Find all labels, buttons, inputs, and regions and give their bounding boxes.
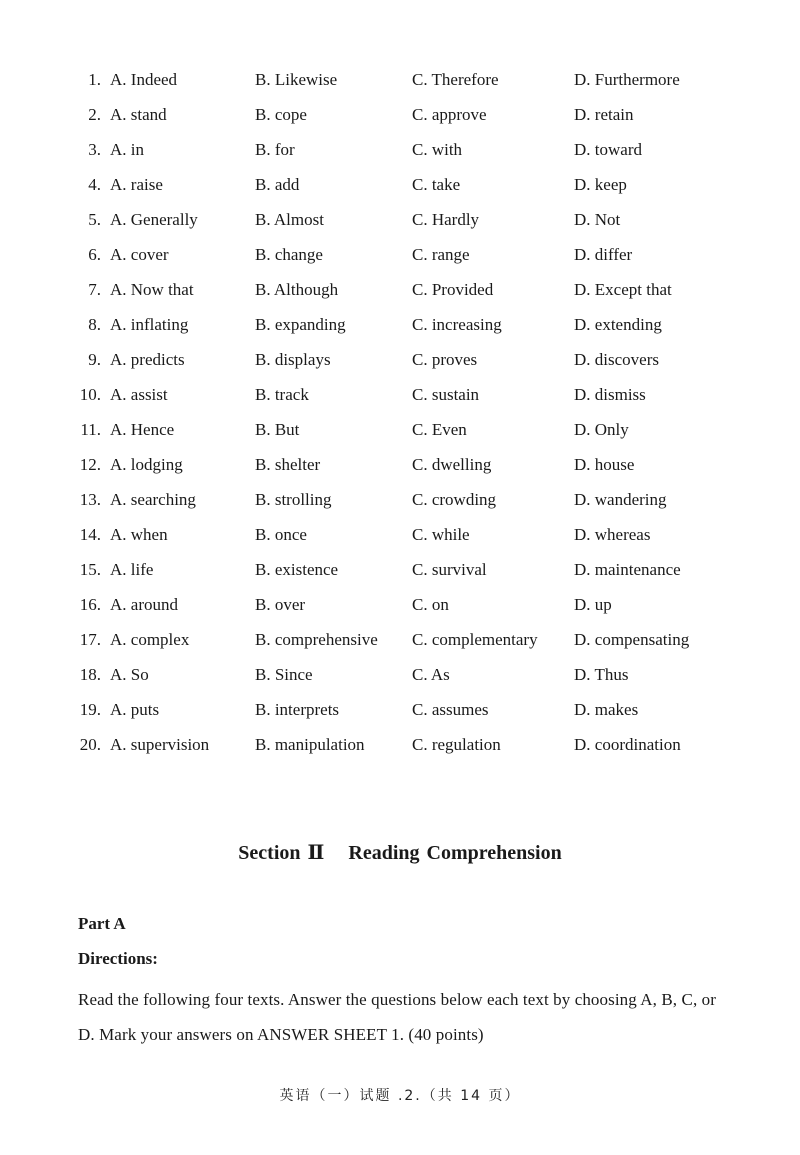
question-row (0, 587, 800, 622)
option-d: D. differ (574, 245, 633, 264)
option-b: B. interprets (255, 700, 340, 719)
option-d: D. Thus (574, 665, 629, 684)
option-d: D. Not (574, 210, 621, 229)
question-number: 10. (79, 385, 101, 404)
question-list (0, 62, 800, 762)
option-a: A. life (110, 560, 154, 579)
question-row (0, 517, 800, 552)
question-row (0, 307, 800, 342)
option-a: A. Now that (110, 280, 194, 299)
option-b: B. Likewise (255, 70, 338, 89)
question-row (0, 62, 800, 97)
question-row (0, 412, 800, 447)
option-c: C. Even (412, 420, 467, 439)
option-c: C. survival (412, 560, 487, 579)
option-c: C. Provided (412, 280, 494, 299)
question-number: 8. (88, 315, 101, 334)
option-b: B. shelter (255, 455, 321, 474)
option-a: A. So (110, 665, 149, 684)
option-b: B. comprehensive (255, 630, 378, 649)
option-b: B. cope (255, 105, 307, 124)
option-b: B. once (255, 525, 307, 544)
option-b: B. add (255, 175, 300, 194)
option-b: B. displays (255, 350, 331, 369)
option-c: C. regulation (412, 735, 501, 754)
option-c: C. on (412, 595, 449, 614)
option-b: B. But (255, 420, 300, 439)
option-b: B. Since (255, 665, 313, 684)
option-d: D. Except that (574, 280, 672, 299)
option-d: D. makes (574, 700, 639, 719)
question-number: 11. (80, 420, 101, 439)
directions-text: Read the following four texts. Answer the questions below each text by choosing A, B, C, or D. Mark your answers on ANSWER SHEET 1. (40 points) (78, 990, 716, 1044)
page-footer: 英语（一）试题 .2.（共 14 页） (279, 1088, 521, 1104)
option-a: A. in (110, 140, 144, 159)
option-d: D. keep (574, 175, 627, 194)
option-d: D. coordination (574, 735, 681, 754)
option-d: D. house (574, 455, 635, 474)
option-a: A. raise (110, 175, 163, 194)
part-label: Part A (78, 914, 126, 933)
question-row (0, 167, 800, 202)
option-a: A. around (110, 595, 178, 614)
option-c: C. sustain (412, 385, 480, 404)
option-d: D. dismiss (574, 385, 646, 404)
option-a: A. lodging (110, 455, 183, 474)
option-b: B. strolling (255, 490, 332, 509)
option-b: B. track (255, 385, 309, 404)
question-row (0, 552, 800, 587)
option-a: A. stand (110, 105, 167, 124)
question-row (0, 132, 800, 167)
option-c: C. Therefore (412, 70, 499, 89)
question-row (0, 727, 800, 762)
option-d: D. maintenance (574, 560, 681, 579)
question-number: 2. (88, 105, 101, 124)
option-a: A. assist (110, 385, 168, 404)
question-number: 5. (88, 210, 101, 229)
option-d: D. Only (574, 420, 629, 439)
question-number: 16. (79, 595, 101, 614)
question-number: 15. (79, 560, 101, 579)
option-d: D. retain (574, 105, 634, 124)
question-number: 12. (79, 455, 101, 474)
question-number: 6. (88, 245, 101, 264)
option-a: A. Hence (110, 420, 175, 439)
option-c: C. Hardly (412, 210, 480, 229)
option-a: A. inflating (110, 315, 189, 334)
option-d: D. wandering (574, 490, 667, 509)
question-row (0, 97, 800, 132)
question-row (0, 272, 800, 307)
option-c: C. while (412, 525, 470, 544)
option-a: A. supervision (110, 735, 210, 754)
question-number: 1. (88, 70, 101, 89)
question-row (0, 237, 800, 272)
option-d: D. whereas (574, 525, 651, 544)
option-c: C. proves (412, 350, 478, 369)
question-number: 17. (79, 630, 101, 649)
option-b: B. change (255, 245, 323, 264)
question-number: 18. (79, 665, 101, 684)
option-c: C. crowding (412, 490, 497, 509)
option-d: D. Furthermore (574, 70, 680, 89)
question-number: 7. (88, 280, 101, 299)
question-row (0, 202, 800, 237)
option-b: B. manipulation (255, 735, 365, 754)
option-a: A. Indeed (110, 70, 178, 89)
question-number: 20. (79, 735, 101, 754)
section-number: Section Ⅱ (238, 842, 325, 864)
option-d: D. extending (574, 315, 662, 334)
question-number: 3. (88, 140, 101, 159)
option-b: B. over (255, 595, 306, 614)
option-d: D. compensating (574, 630, 690, 649)
question-row (0, 482, 800, 517)
section-name: Reading Comprehension (348, 842, 562, 864)
option-b: B. for (255, 140, 295, 159)
question-row (0, 447, 800, 482)
option-c: C. range (412, 245, 470, 264)
option-a: A. Generally (110, 210, 198, 229)
option-a: A. when (110, 525, 168, 544)
option-b: B. existence (255, 560, 339, 579)
question-number: 9. (88, 350, 101, 369)
option-d: D. discovers (574, 350, 659, 369)
option-a: A. cover (110, 245, 169, 264)
section-title (0, 840, 800, 865)
question-number: 4. (88, 175, 101, 194)
option-d: D. toward (574, 140, 642, 159)
question-row (0, 342, 800, 377)
question-row (0, 692, 800, 727)
directions-label: Directions: (78, 949, 158, 968)
question-number: 14. (79, 525, 101, 544)
option-c: C. approve (412, 105, 487, 124)
question-number: 13. (79, 490, 101, 509)
option-c: C. As (412, 665, 450, 684)
question-row (0, 657, 800, 692)
option-d: D. up (574, 595, 612, 614)
option-a: A. complex (110, 630, 190, 649)
option-c: C. increasing (412, 315, 502, 334)
option-c: C. assumes (412, 700, 489, 719)
option-c: C. with (412, 140, 463, 159)
option-b: B. Almost (255, 210, 324, 229)
option-a: A. searching (110, 490, 196, 509)
option-c: C. complementary (412, 630, 538, 649)
question-number: 19. (79, 700, 101, 719)
question-row (0, 377, 800, 412)
option-c: C. take (412, 175, 461, 194)
option-a: A. puts (110, 700, 160, 719)
question-row (0, 622, 800, 657)
option-c: C. dwelling (412, 455, 492, 474)
option-b: B. expanding (255, 315, 346, 334)
option-b: B. Although (255, 280, 339, 299)
option-a: A. predicts (110, 350, 185, 369)
